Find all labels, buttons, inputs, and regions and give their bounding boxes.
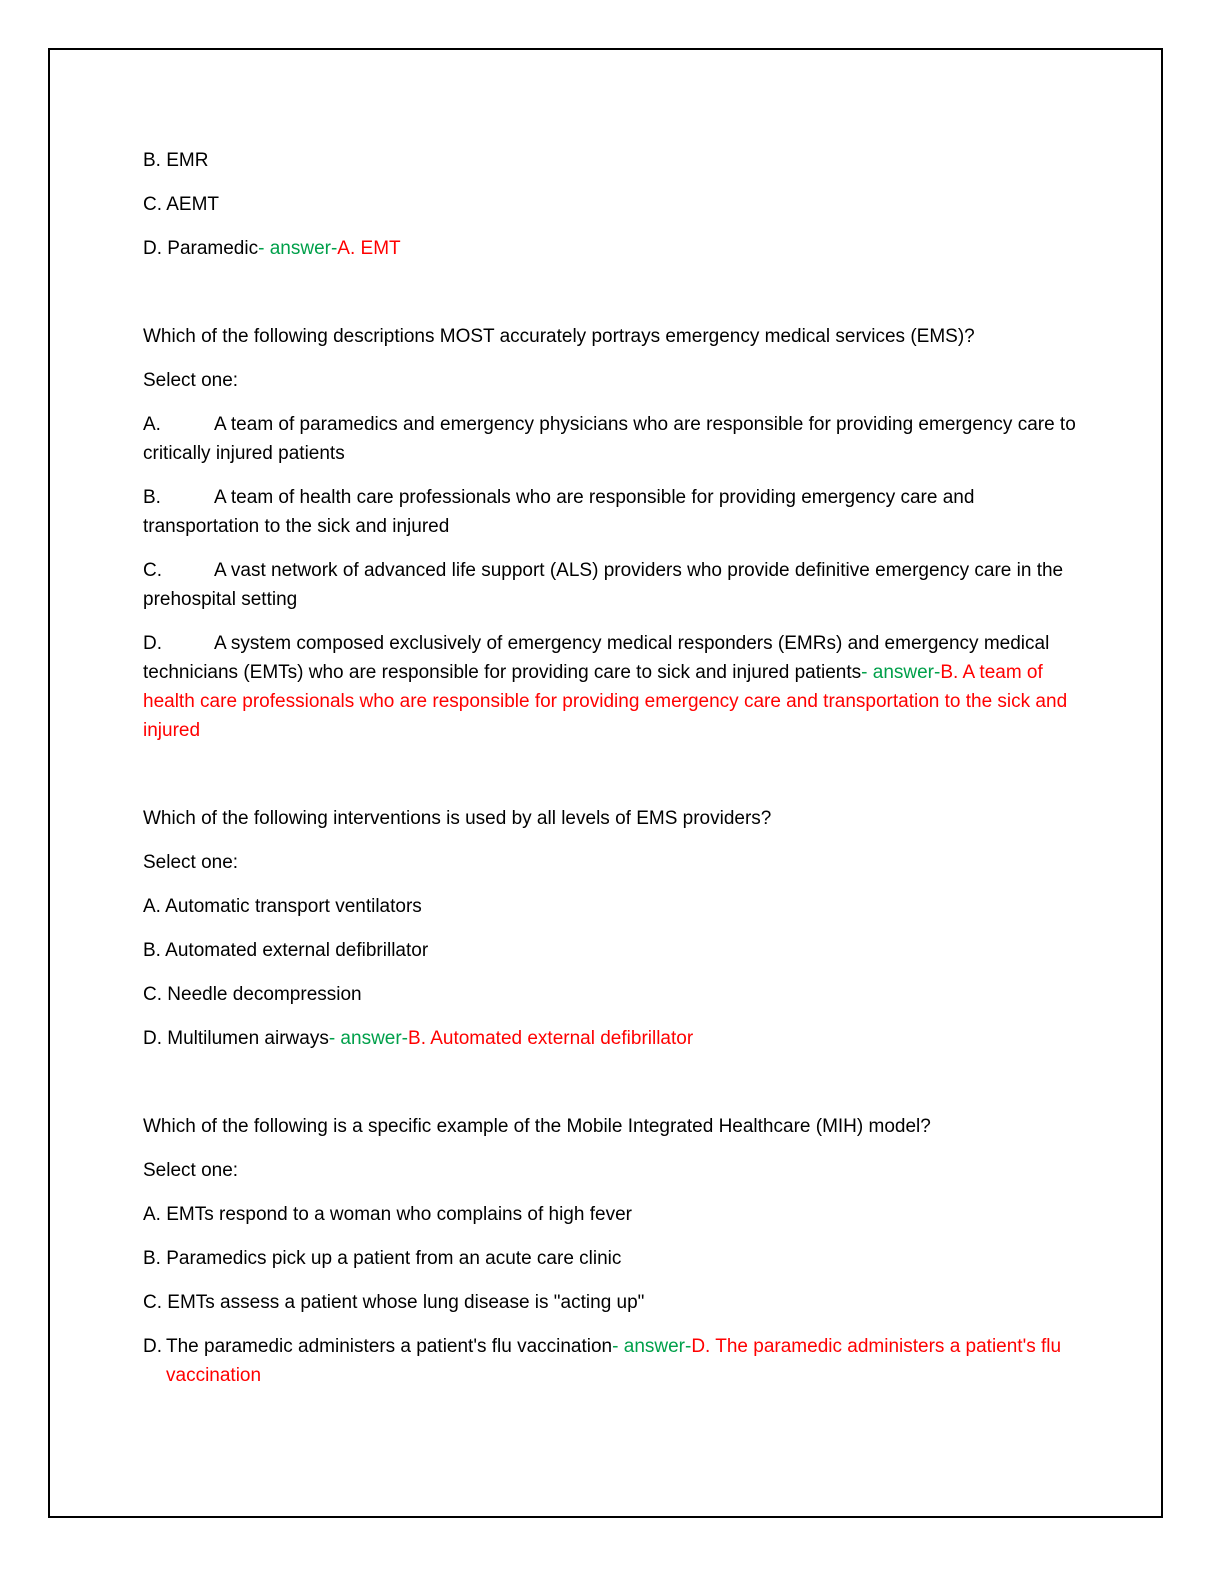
q3-answer: B. Automated external defibrillator bbox=[408, 1028, 694, 1049]
q1-answer-label: - answer- bbox=[258, 238, 338, 259]
q2-option-a-text: A team of paramedics and emergency physicians who are responsible for providing emergency care to critically injured patients bbox=[143, 414, 1076, 464]
q4-answer-label: - answer- bbox=[612, 1336, 692, 1357]
q1-option-d bbox=[143, 234, 1078, 263]
q4-question: Which of the following is a specific example of the Mobile Integrated Healthcare (MIH) model? bbox=[143, 1116, 931, 1137]
q1-option-b: B. EMR bbox=[143, 150, 209, 171]
q3-option-c: C. Needle decompression bbox=[143, 984, 362, 1005]
q2-option-c-letter: C. bbox=[143, 560, 162, 581]
q2-option-a-letter: A. bbox=[143, 414, 161, 435]
q2-question: Which of the following descriptions MOST accurately portrays emergency medical services (EMS)? bbox=[143, 326, 975, 347]
q3-option-a: A. Automatic transport ventilators bbox=[143, 896, 422, 917]
q1-option-c: C. AEMT bbox=[143, 194, 220, 215]
q2-select: Select one: bbox=[143, 370, 239, 391]
q4-option-d-letter: D. bbox=[143, 1336, 162, 1357]
q3-select: Select one: bbox=[143, 852, 239, 873]
q4-option-d-text: The paramedic administers a patient's flu vaccination bbox=[166, 1336, 613, 1357]
q2-option-b-letter: B. bbox=[143, 487, 161, 508]
q2-option-d-text: A system composed exclusively of emergency medical responders (EMRs) and emergency medical technicians (EMTs) who are responsible for providing care to sick and injured patients bbox=[143, 633, 1050, 683]
q3-option-b: B. Automated external defibrillator bbox=[143, 940, 429, 961]
q1-option-d-text: D. Paramedic bbox=[143, 238, 259, 259]
q2-option-a bbox=[143, 410, 1078, 468]
q2-option-b bbox=[143, 483, 1078, 541]
q3-question: Which of the following interventions is used by all levels of EMS providers? bbox=[143, 808, 772, 829]
q2-answer-label: - answer- bbox=[861, 662, 941, 683]
q3-option-d bbox=[143, 1024, 1078, 1053]
document-content bbox=[143, 146, 1078, 1390]
q4-select: Select one: bbox=[143, 1160, 239, 1181]
q4-option-d bbox=[143, 1332, 1078, 1390]
q4-option-c: C. EMTs assess a patient whose lung disease is "acting up" bbox=[143, 1292, 645, 1313]
q3-option-d-text: D. Multilumen airways bbox=[143, 1028, 329, 1049]
q2-option-d bbox=[143, 629, 1078, 745]
q2-answer: B. A team of health care professionals who are responsible for providing emergency care and transportation to the sick and injured bbox=[143, 662, 1068, 741]
q2-option-b-text: A team of health care professionals who are responsible for providing emergency care and transportation to the sick and injured bbox=[143, 487, 975, 537]
q1-answer: A. EMT bbox=[337, 238, 401, 259]
q4-option-a: A. EMTs respond to a woman who complains of high fever bbox=[143, 1204, 632, 1225]
q4-answer: D. The paramedic administers a patient's flu vaccination bbox=[166, 1336, 1062, 1386]
q2-option-c-text: A vast network of advanced life support (ALS) providers who provide definitive emergency care in the prehospital setting bbox=[143, 560, 1064, 610]
q2-option-c bbox=[143, 556, 1078, 614]
q2-option-d-letter: D. bbox=[143, 633, 162, 654]
q3-answer-label: - answer- bbox=[328, 1028, 409, 1049]
q4-option-b: B. Paramedics pick up a patient from an acute care clinic bbox=[143, 1248, 622, 1269]
